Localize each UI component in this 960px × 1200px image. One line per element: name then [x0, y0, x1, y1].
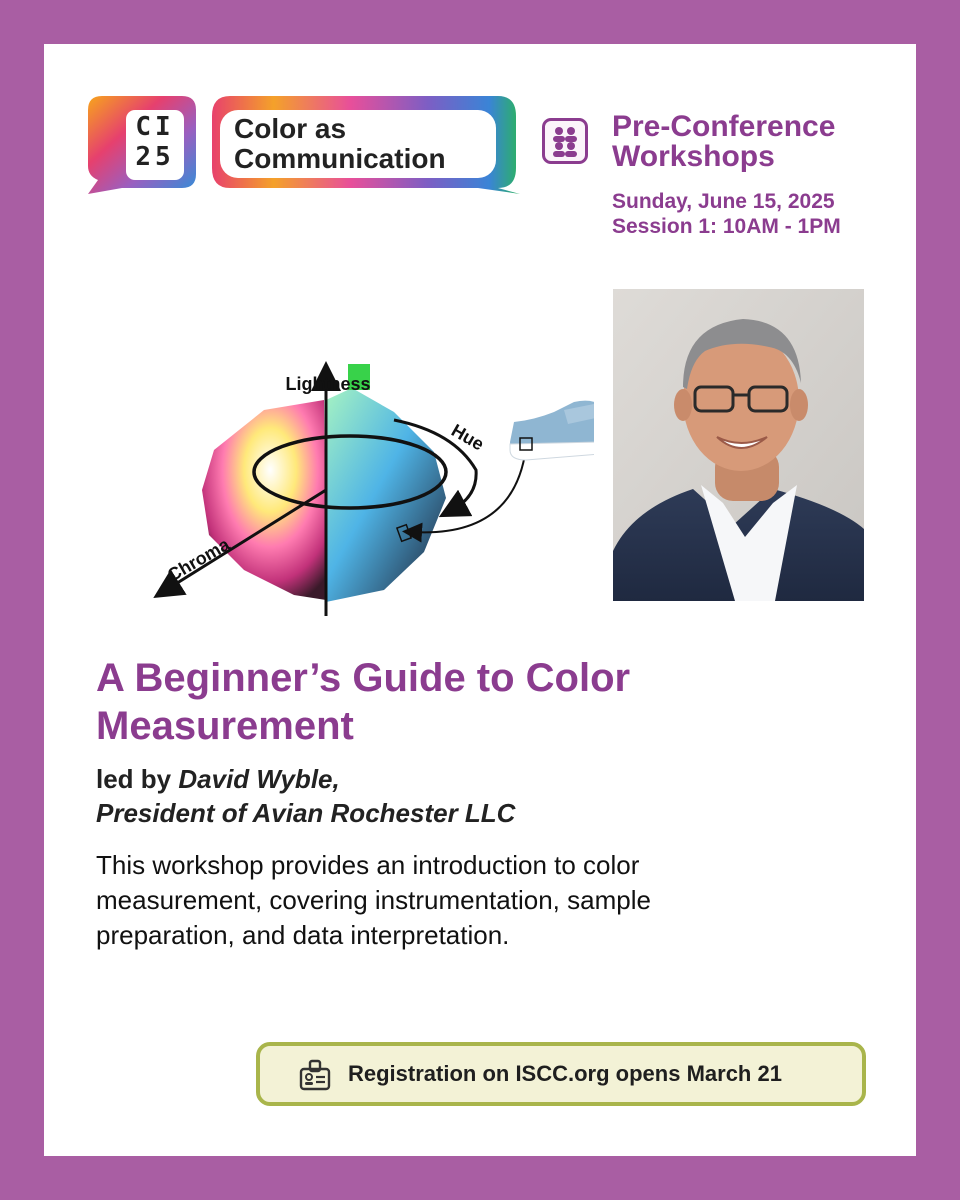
ci-line2: 25: [135, 142, 175, 172]
hue-label: Hue: [448, 420, 488, 455]
color-solid-diagram: [94, 320, 594, 616]
registration-banner[interactable]: [256, 1042, 866, 1106]
ci-line1: CI: [135, 112, 175, 142]
lightness-label: Lightness: [285, 374, 371, 394]
workshop-header-title: [612, 112, 912, 172]
registration-text: Registration on ISCC.org opens March 21: [348, 1061, 782, 1086]
workshop-schedule: [612, 189, 912, 239]
workshop-title: A Beginner’s Guide to Color Measurement: [96, 656, 631, 748]
presenter-name: David Wyble,: [178, 764, 340, 794]
workshop-date: Sunday, June 15, 2025: [612, 190, 835, 213]
chroma-label: Chroma: [164, 534, 233, 586]
conference-line1: Color as: [234, 113, 347, 144]
workshop-session: Session 1: 10AM - 1PM: [612, 215, 841, 238]
shoe-icon: [510, 401, 594, 460]
workshop-header-line2: Workshops: [612, 140, 775, 173]
workshop-header-line1: Pre-Conference: [612, 110, 836, 143]
presenter-role: President of Avian Rochester LLC: [96, 798, 516, 828]
presenter-photo: [613, 289, 864, 601]
people-group-icon: [542, 118, 588, 164]
poster-card: [44, 44, 916, 1156]
conference-line2: Communication: [234, 143, 446, 174]
workshop-description: This workshop provides an introduction to color measurement, covering instrumentation, sample preparation, and data interpretation.: [96, 850, 651, 950]
conference-name: [234, 114, 494, 174]
presenter-byline: [96, 762, 876, 830]
led-by-label: led by: [96, 764, 172, 794]
ci25-text: [126, 112, 184, 172]
badge-icon: [298, 1058, 332, 1092]
